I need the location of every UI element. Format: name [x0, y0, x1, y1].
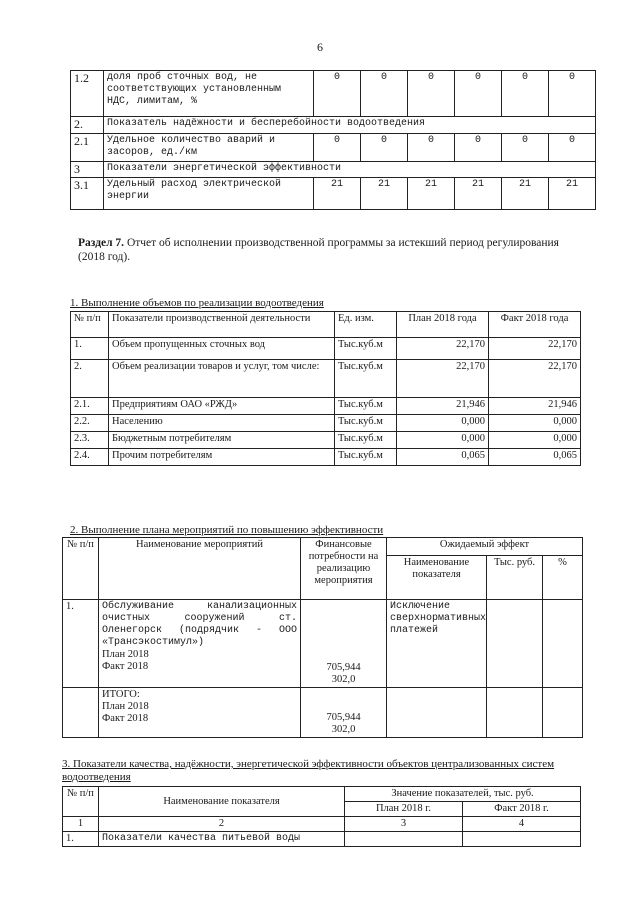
table-header-row [63, 787, 581, 802]
row-label: Удельное количество аварий и засоров, ед./км [104, 134, 314, 162]
row-desc [99, 600, 301, 688]
table-row [71, 398, 581, 415]
row-label: Показатели энергетической эффективности [104, 162, 596, 178]
cell: 21 [361, 178, 408, 210]
table-header-row [71, 312, 581, 338]
row-label: Удельный расход электрической энергии [104, 178, 314, 210]
total-desc [99, 688, 301, 738]
col-header: % [543, 556, 583, 600]
table-row [63, 832, 581, 847]
table-row [71, 71, 596, 117]
table-row [71, 178, 596, 210]
cell: 0 [361, 71, 408, 117]
row-num: 2. [71, 360, 109, 398]
row-num: 3.1 [71, 178, 104, 210]
row-fact: 22,170 [489, 360, 581, 398]
row-name: Объем реализации товаров и услуг, том числе: [109, 360, 335, 398]
cell: 0 [408, 134, 455, 162]
cell [487, 600, 543, 688]
row-num: 1. [63, 832, 99, 847]
col-header: Значение показателей, тыс. руб. [345, 787, 581, 802]
measure-description: Обслуживание канализационных очистных сооружений ст. Оленегорск (подрядчик - ООО «Трансэкостимул») [102, 601, 297, 648]
indicator-name: Исключение сверхнормативных платежей [387, 600, 487, 688]
cell: 0 [549, 71, 596, 117]
col-header: Финансовые потребности на реализацию мероприятия [301, 538, 387, 600]
measures-table [62, 537, 583, 738]
cell [63, 688, 99, 738]
row-name: Предприятиям ОАО «РЖД» [109, 398, 335, 415]
cell: 0 [361, 134, 408, 162]
sub2-caption: 2. Выполнение плана мероприятий по повышению эффективности [70, 524, 384, 536]
cell: 0 [314, 134, 361, 162]
col-header: Тыс. руб. [487, 556, 543, 600]
table-row [71, 134, 596, 162]
plan-label: План 2018 [102, 701, 149, 712]
row-name: Бюджетным потребителям [109, 432, 335, 449]
row-unit: Тыс.куб.м [335, 449, 397, 466]
fact-label: Факт 2018 [102, 713, 149, 724]
cell: 0 [314, 71, 361, 117]
cell [387, 688, 487, 738]
cell [487, 688, 543, 738]
row-fact: 0,065 [489, 449, 581, 466]
row-num: 3 [71, 162, 104, 178]
quality-table [62, 786, 581, 847]
cell: 0 [408, 71, 455, 117]
plan-value: 705,944 [326, 662, 361, 673]
total-label: ИТОГО: [102, 689, 140, 700]
col-header: Ожидаемый эффект [387, 538, 583, 556]
row-plan: 21,946 [397, 398, 489, 415]
cell: 21 [549, 178, 596, 210]
table-row [71, 415, 581, 432]
row-fin [301, 600, 387, 688]
row-name: Показатели качества питьевой воды [99, 832, 345, 847]
cell [543, 688, 583, 738]
fact-value: 302,0 [331, 724, 356, 735]
row-unit: Тыс.куб.м [335, 415, 397, 432]
table-row [71, 117, 596, 134]
section-text: Отчет об исполнении производственной программы за истекший период регулирования (2018 год). [78, 237, 559, 263]
table-row [71, 360, 581, 398]
total-fin [301, 688, 387, 738]
row-num: 2.4. [71, 449, 109, 466]
row-fact: 21,946 [489, 398, 581, 415]
cell: 21 [455, 178, 502, 210]
row-num: 2.3. [71, 432, 109, 449]
col-header: Наименование мероприятий [99, 538, 301, 600]
col-header: Наименование показателя [387, 556, 487, 600]
row-num: 1. [63, 600, 99, 688]
row-fact: 22,170 [489, 338, 581, 360]
row-unit: Тыс.куб.м [335, 360, 397, 398]
volumes-table [70, 311, 581, 466]
row-unit: Тыс.куб.м [335, 338, 397, 360]
indicators-table [70, 70, 596, 210]
cell: 0 [455, 71, 502, 117]
row-num: 2.1 [71, 134, 104, 162]
cell [543, 600, 583, 688]
row-num: 1.2 [71, 71, 104, 117]
col-number: 3 [345, 817, 463, 832]
row-plan: 0,000 [397, 415, 489, 432]
col-header: № п/п [63, 787, 99, 817]
row-num: 2. [71, 117, 104, 134]
sub3-caption-text: 3. Показатели качества, надёжности, энергетической эффективности объектов централизованных систем водоотведения [62, 758, 555, 783]
fact-value: 302,0 [331, 674, 356, 685]
col-header: План 2018 года [397, 312, 489, 338]
col-header: Наименование показателя [99, 787, 345, 817]
col-header: № п/п [63, 538, 99, 600]
col-number: 4 [463, 817, 581, 832]
section-label: Раздел 7. [78, 237, 125, 249]
col-header: Ед. изм. [335, 312, 397, 338]
section-heading [78, 236, 588, 264]
fact-label: Факт 2018 [102, 661, 149, 672]
cell: 0 [455, 134, 502, 162]
sub3-caption [62, 758, 590, 784]
col-header: План 2018 г. [345, 802, 463, 817]
row-label: Показатель надёжности и бесперебойности водоотведения [104, 117, 596, 134]
cell: 21 [408, 178, 455, 210]
col-number: 2 [99, 817, 345, 832]
cell: 0 [502, 134, 549, 162]
row-name: Прочим потребителям [109, 449, 335, 466]
row-fact: 0,000 [489, 415, 581, 432]
col-header: Факт 2018 года [489, 312, 581, 338]
row-num: 2.2. [71, 415, 109, 432]
cell: 21 [314, 178, 361, 210]
cell [463, 832, 581, 847]
row-plan: 0,065 [397, 449, 489, 466]
table-row [71, 449, 581, 466]
table-row [71, 338, 581, 360]
col-header: Показатели производственной деятельности [109, 312, 335, 338]
cell: 21 [502, 178, 549, 210]
row-num: 1. [71, 338, 109, 360]
cell: 0 [502, 71, 549, 117]
col-header: Факт 2018 г. [463, 802, 581, 817]
table-row [63, 600, 583, 688]
table-row [63, 817, 581, 832]
row-fact: 0,000 [489, 432, 581, 449]
cell [345, 832, 463, 847]
page-number: 6 [317, 40, 323, 54]
row-plan: 22,170 [397, 338, 489, 360]
col-number: 1 [63, 817, 99, 832]
table-row [71, 432, 581, 449]
col-header: № п/п [71, 312, 109, 338]
row-label: доля проб сточных вод, не соответствующих установленным НДС, лимитам, % [104, 71, 314, 117]
row-unit: Тыс.куб.м [335, 432, 397, 449]
row-plan: 0,000 [397, 432, 489, 449]
table-row [63, 688, 583, 738]
row-name: Объем пропущенных сточных вод [109, 338, 335, 360]
row-unit: Тыс.куб.м [335, 398, 397, 415]
plan-label: План 2018 [102, 649, 149, 660]
row-name: Населению [109, 415, 335, 432]
cell: 0 [549, 134, 596, 162]
row-num: 2.1. [71, 398, 109, 415]
plan-value: 705,944 [326, 712, 361, 723]
row-plan: 22,170 [397, 360, 489, 398]
table-row [71, 162, 596, 178]
table-header-row [63, 538, 583, 556]
sub1-caption: 1. Выполнение объемов по реализации водоотведения [70, 297, 324, 309]
